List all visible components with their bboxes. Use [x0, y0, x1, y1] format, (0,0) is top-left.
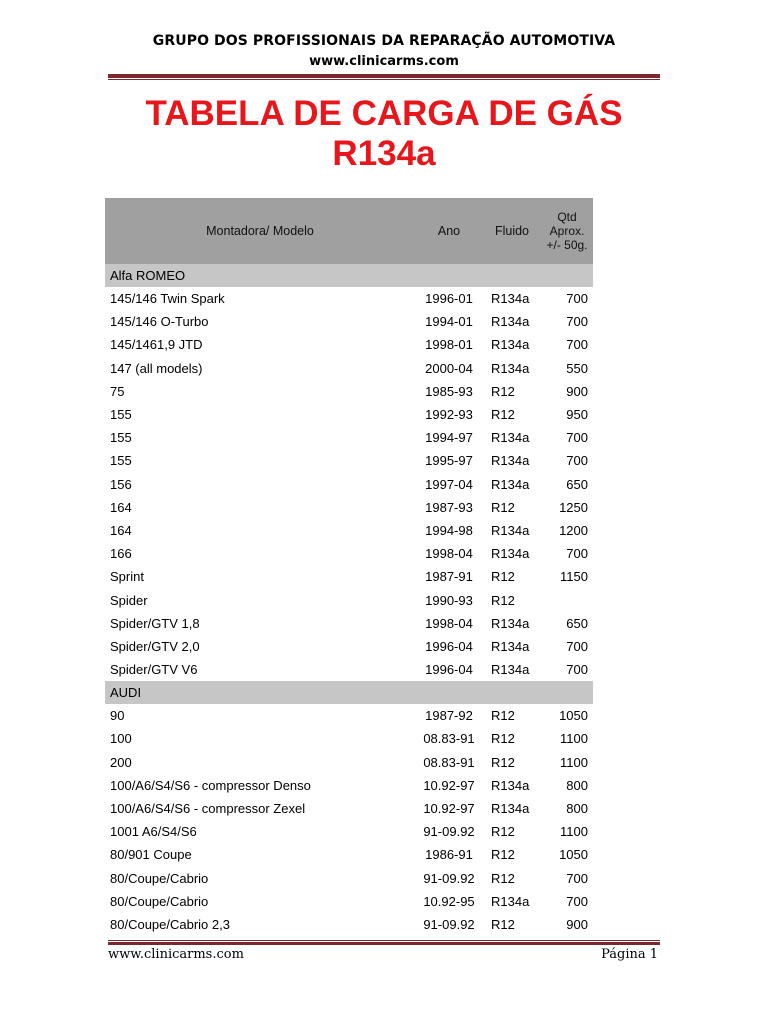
cell-year: 1992-93	[425, 407, 473, 423]
cell-qty: 700	[566, 870, 588, 886]
cell-fluid: R134a	[491, 662, 530, 678]
table-row	[105, 496, 593, 519]
cell-fluid: R12	[491, 383, 515, 399]
cell-model: 80/Coupe/Cabrio 2,3	[110, 916, 230, 932]
cell-fluid: R12	[491, 731, 515, 747]
cell-qty: 900	[566, 916, 588, 932]
cell-qty: 1100	[560, 824, 588, 840]
cell-qty: 800	[566, 777, 588, 793]
cell-model: 164	[110, 499, 132, 515]
cell-model: 75	[110, 383, 125, 399]
header-org: GRUPO DOS PROFISSIONAIS DA REPARAÇÃO AUTOMOTIVA	[152, 33, 616, 49]
group-row	[105, 264, 593, 287]
cell-fluid: R134a	[491, 615, 530, 631]
cell-model: 100	[110, 731, 132, 747]
cell-qty: 900	[566, 383, 588, 399]
column-header-fluid: Fluido	[483, 198, 541, 264]
table-row	[105, 449, 593, 472]
column-header-qty	[541, 198, 593, 264]
cell-model: 156	[110, 476, 132, 492]
cell-year: 91-09.92	[423, 824, 475, 840]
cell-fluid: R134a	[491, 638, 530, 654]
column-header-model: Montadora/ Modelo	[105, 198, 415, 264]
cell-qty: 1100	[560, 731, 588, 747]
cell-fluid: R134a	[491, 337, 530, 353]
table-row	[105, 867, 593, 890]
cell-qty: 800	[566, 801, 588, 817]
table-row	[105, 727, 593, 750]
table-row	[105, 658, 593, 681]
table-row	[105, 542, 593, 565]
cell-model: 164	[110, 522, 132, 538]
table-header-row	[105, 198, 593, 264]
cell-model: Spider/GTV V6	[110, 662, 198, 678]
cell-year: 1986-91	[425, 847, 473, 863]
cell-year: 1997-04	[425, 476, 473, 492]
cell-model: 145/146 O-Turbo	[110, 314, 209, 330]
cell-qty: 1200	[559, 522, 588, 538]
cell-qty: 1050	[559, 708, 588, 724]
table-row	[105, 774, 593, 797]
gas-charge-table	[105, 198, 593, 936]
cell-year: 10.92-97	[423, 777, 475, 793]
footer-divider-thin	[108, 940, 660, 941]
cell-qty: 650	[566, 476, 588, 492]
cell-fluid: R12	[491, 569, 515, 585]
cell-year: 1994-98	[425, 522, 473, 538]
cell-model: Spider/GTV 1,8	[110, 615, 200, 631]
cell-fluid: R134a	[491, 546, 530, 562]
cell-fluid: R12	[491, 870, 515, 886]
table-row	[105, 357, 593, 380]
cell-qty: 700	[566, 546, 588, 562]
cell-qty: 700	[566, 662, 588, 678]
cell-model: 80/Coupe/Cabrio	[110, 870, 209, 886]
cell-model: 147 (all models)	[110, 360, 203, 376]
column-header-qty-label: Qtd Aprox. +/- 50g.	[546, 210, 588, 252]
cell-qty	[541, 588, 593, 611]
cell-fluid: R134a	[491, 476, 530, 492]
cell-model: 200	[110, 754, 132, 770]
cell-year: 1985-93	[425, 383, 473, 399]
header-divider-thin	[108, 79, 660, 80]
cell-year: 1994-01	[425, 314, 473, 330]
cell-qty: 550	[566, 360, 588, 376]
cell-qty: 700	[566, 893, 588, 909]
cell-model: 100/A6/S4/S6 - compressor Denso	[110, 777, 311, 793]
table-row	[105, 519, 593, 542]
cell-fluid: R134a	[491, 777, 530, 793]
cell-year: 1995-97	[425, 453, 473, 469]
cell-year: 1994-97	[425, 430, 473, 446]
cell-year: 1996-01	[425, 291, 473, 307]
cell-fluid: R12	[491, 592, 515, 608]
table-row	[105, 403, 593, 426]
table-row	[105, 565, 593, 588]
cell-qty: 700	[566, 337, 588, 353]
cell-model: 155	[110, 453, 132, 469]
cell-year: 08.83-91	[423, 731, 475, 747]
cell-model: 145/146 Twin Spark	[110, 291, 225, 307]
cell-fluid: R134a	[491, 360, 530, 376]
table-row	[105, 310, 593, 333]
cell-qty: 700	[566, 430, 588, 446]
table-row	[105, 333, 593, 356]
footer-divider	[108, 942, 660, 945]
cell-model: 166	[110, 546, 132, 562]
cell-qty: 1050	[559, 847, 588, 863]
cell-year: 91-09.92	[423, 916, 475, 932]
table-row	[105, 820, 593, 843]
table-body	[105, 264, 593, 936]
cell-year: 2000-04	[425, 360, 473, 376]
cell-fluid: R134a	[491, 314, 530, 330]
table-row	[105, 426, 593, 449]
table-row	[105, 797, 593, 820]
footer-url[interactable]: www.clinicarms.com	[108, 947, 244, 962]
cell-model: Spider	[110, 592, 148, 608]
cell-year: 1998-04	[425, 546, 473, 562]
cell-year: 1990-93	[425, 592, 473, 608]
cell-year: 1998-01	[425, 337, 473, 353]
cell-fluid: R12	[491, 708, 515, 724]
cell-qty: 700	[566, 291, 588, 307]
cell-year: 1996-04	[425, 662, 473, 678]
table-row	[105, 913, 593, 936]
table-row	[105, 751, 593, 774]
column-header-year: Ano	[415, 198, 483, 264]
table-row	[105, 890, 593, 913]
table-row	[105, 635, 593, 658]
cell-fluid: R12	[491, 499, 515, 515]
cell-year: 1996-04	[425, 638, 473, 654]
cell-model: Spider/GTV 2,0	[110, 638, 200, 654]
cell-year: 1987-92	[425, 708, 473, 724]
cell-model: 90	[110, 708, 125, 724]
table-row	[105, 473, 593, 496]
table-row	[105, 287, 593, 310]
cell-year: 1987-93	[425, 499, 473, 515]
table-row	[105, 704, 593, 727]
cell-year: 91-09.92	[423, 870, 475, 886]
cell-qty: 1150	[560, 569, 588, 585]
table-row	[105, 380, 593, 403]
cell-qty: 700	[566, 314, 588, 330]
cell-qty: 1100	[560, 754, 588, 770]
cell-fluid: R134a	[491, 801, 530, 817]
cell-model: 100/A6/S4/S6 - compressor Zexel	[110, 801, 306, 817]
cell-year: 10.92-95	[423, 893, 475, 909]
cell-year: 10.92-97	[423, 801, 475, 817]
cell-fluid: R134a	[491, 522, 530, 538]
cell-fluid: R134a	[491, 893, 530, 909]
group-name: AUDI	[105, 681, 593, 704]
cell-year: 1987-91	[425, 569, 473, 585]
cell-qty: 700	[566, 638, 588, 654]
cell-fluid: R12	[491, 847, 515, 863]
cell-model: 155	[110, 430, 132, 446]
cell-model: Sprint	[110, 569, 144, 585]
header-url[interactable]: www.clinicarms.com	[309, 54, 459, 69]
cell-model: 1001 A6/S4/S6	[110, 824, 197, 840]
footer-page-number: Página 1	[601, 947, 658, 962]
cell-fluid: R134a	[491, 291, 530, 307]
cell-model: 145/1461,9 JTD	[110, 337, 203, 353]
table-row	[105, 588, 593, 611]
table-row	[105, 612, 593, 635]
cell-fluid: R134a	[491, 453, 530, 469]
cell-fluid: R134a	[491, 430, 530, 446]
cell-fluid: R12	[491, 407, 515, 423]
cell-model: 155	[110, 407, 132, 423]
page-title: TABELA DE CARGA DE GÁS	[145, 94, 623, 133]
cell-qty: 650	[566, 615, 588, 631]
cell-fluid: R12	[491, 754, 515, 770]
group-name: Alfa ROMEO	[105, 264, 593, 287]
page-subtitle: R134a	[332, 134, 436, 173]
cell-qty: 700	[566, 453, 588, 469]
cell-qty: 1250	[559, 499, 588, 515]
cell-fluid: R12	[491, 916, 515, 932]
cell-qty: 950	[566, 407, 588, 423]
cell-year: 08.83-91	[423, 754, 475, 770]
cell-model: 80/901 Coupe	[110, 847, 192, 863]
cell-model: 80/Coupe/Cabrio	[110, 893, 209, 909]
cell-year: 1998-04	[425, 615, 473, 631]
table-row	[105, 843, 593, 866]
header-divider	[108, 74, 660, 78]
group-row	[105, 681, 593, 704]
cell-fluid: R12	[491, 824, 515, 840]
